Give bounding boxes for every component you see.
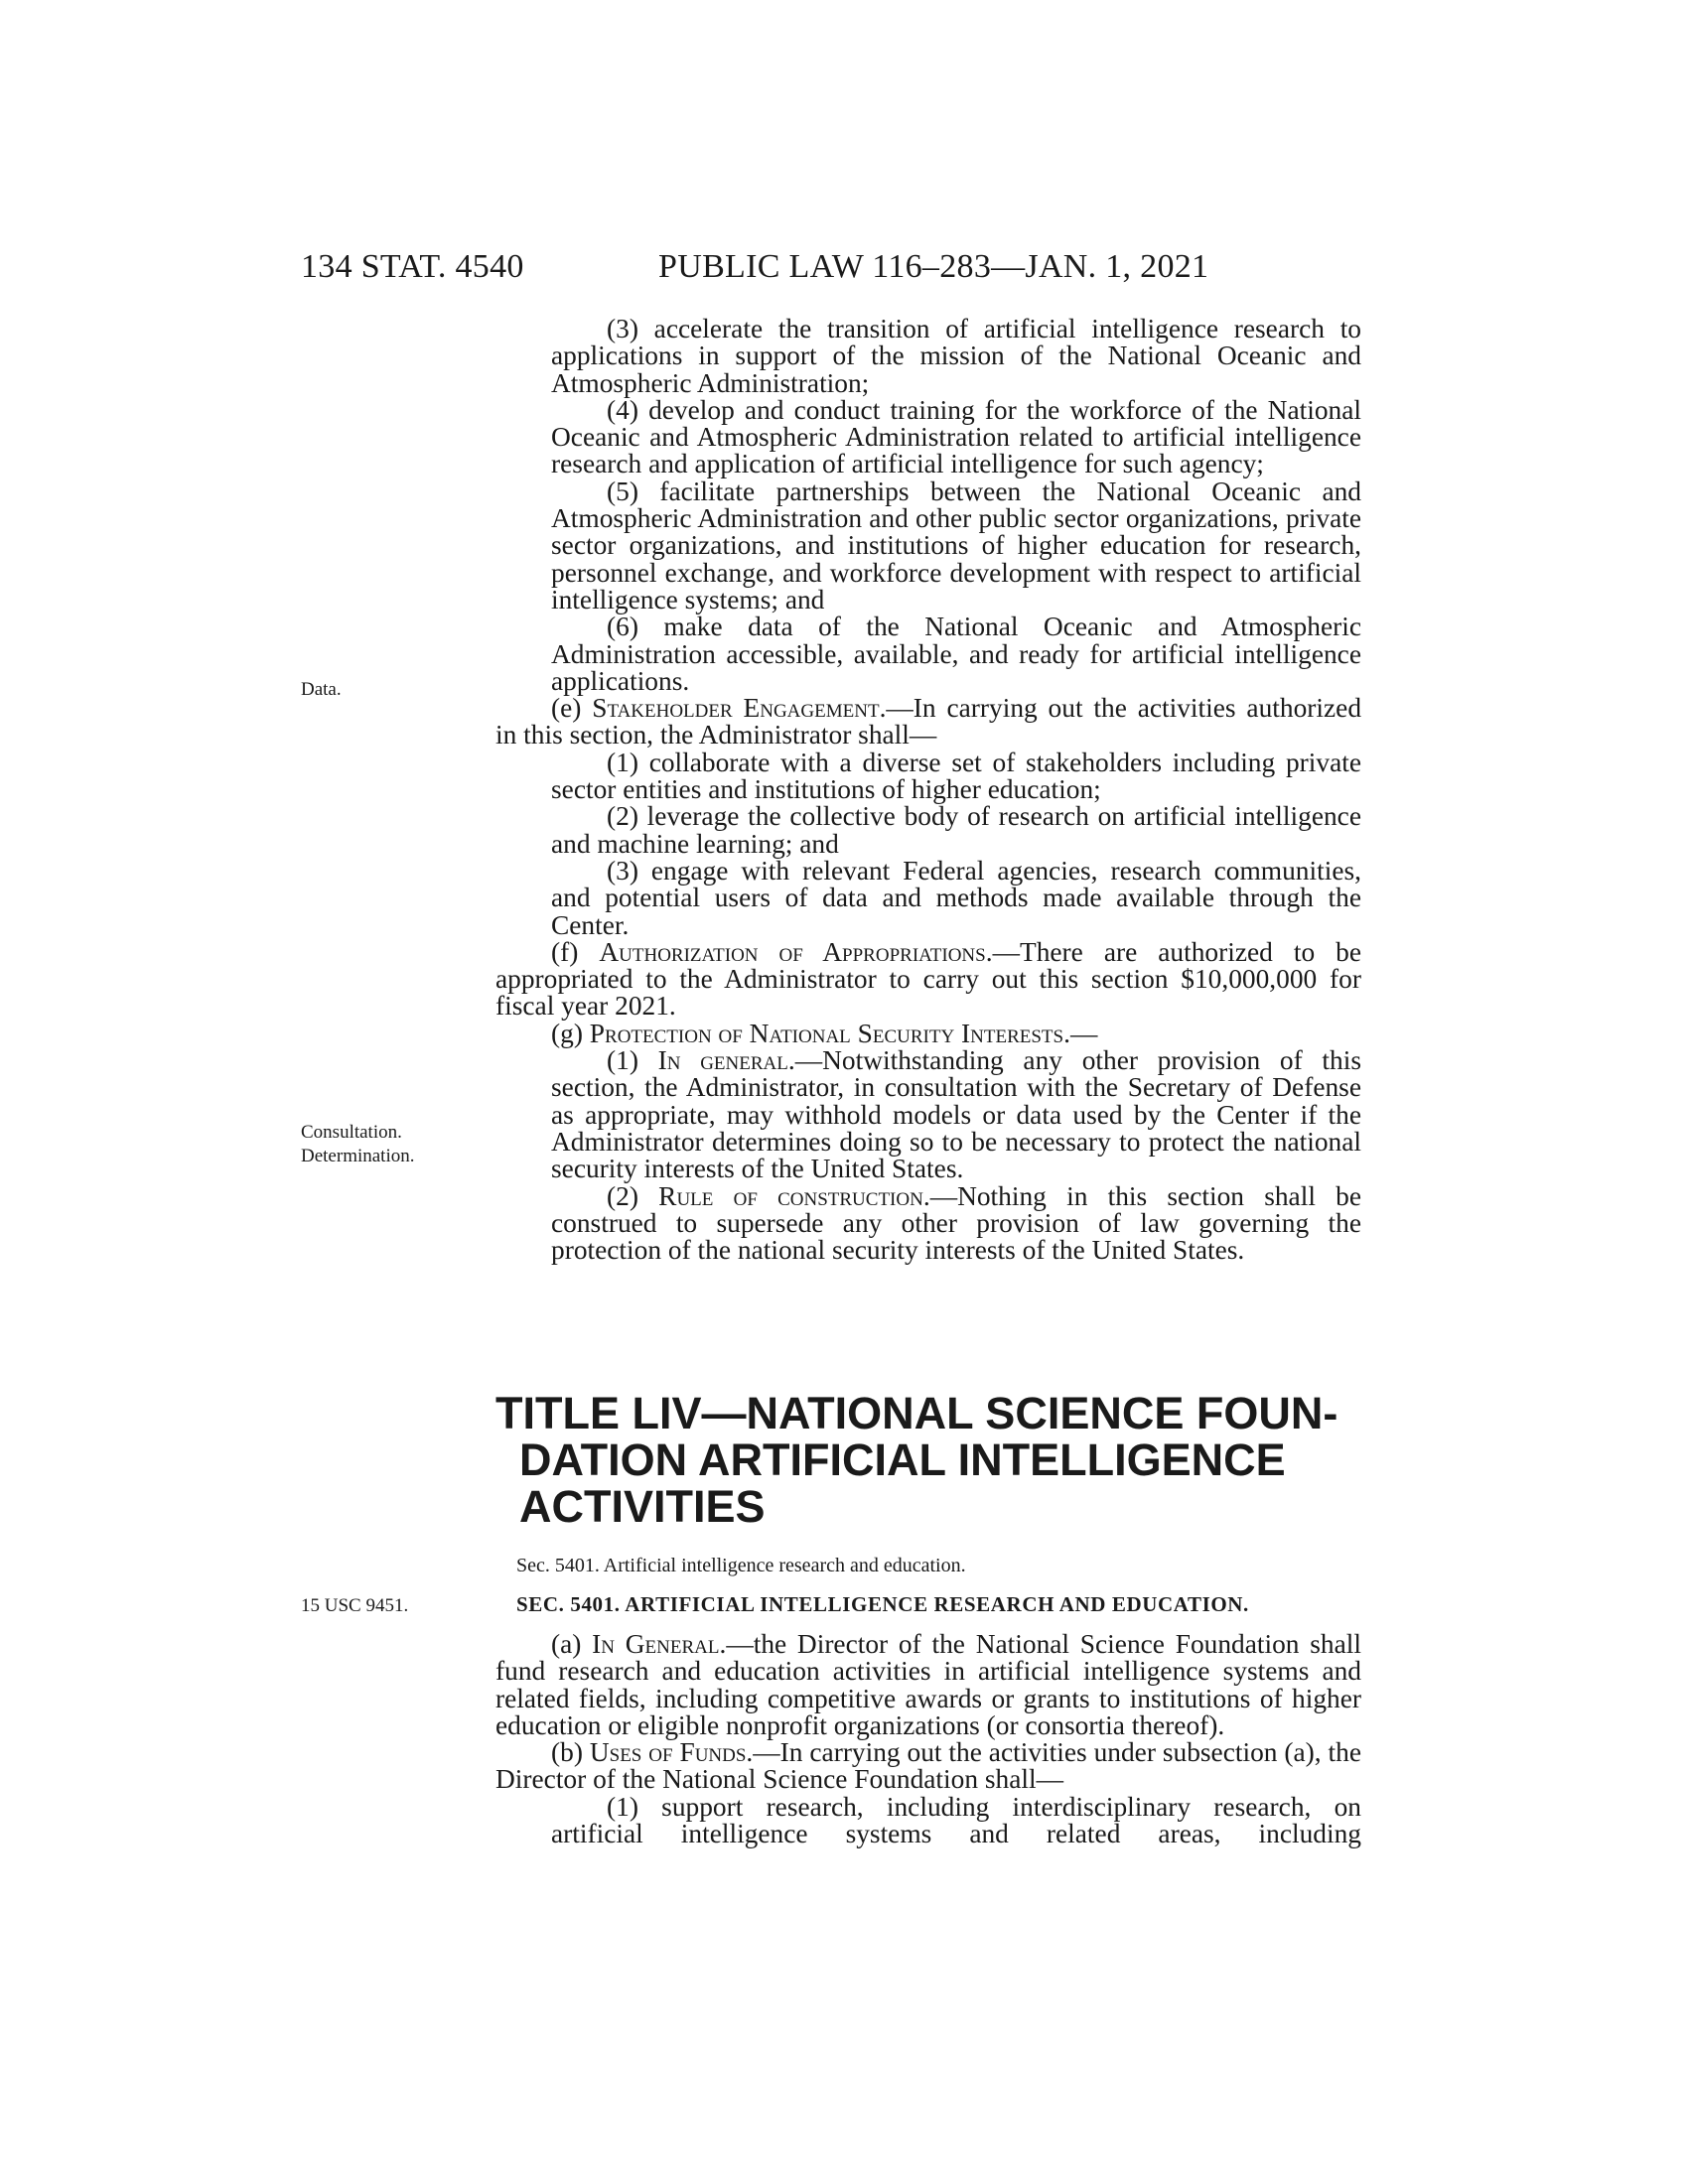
item-e3: (3) engage with relevant Federal agencies, research communities, and potential users of data and methods made available through the Center.	[551, 855, 1361, 940]
section-5401-b-heading: Uses of Funds	[589, 1737, 747, 1768]
section-d-continued	[495, 316, 1361, 1264]
item-g2-heading: Rule of construction	[658, 1180, 923, 1211]
section-f: (f) Authorization of Appropriations.—There are authorized to be appropriated to the Administrator to carry out this section $10,000,000 for fiscal year 2021.	[495, 936, 1361, 1022]
margin-note-consultation: Consultation.	[301, 1122, 402, 1143]
item-g1: (1) In general.—Notwithstanding any other provision of this section, the Administrator, in consultation with the Secretary of Defense as appropriate, may withhold models or data used by the Center if the Administrator determines doing so to be necessary to protect the national security interests of the United States.	[551, 1045, 1361, 1184]
section-g-heading: Protection of National Security Interests	[589, 1018, 1064, 1048]
page-stat-header: 134 STAT. 4540	[301, 248, 524, 285]
item-d3: (3) accelerate the transition of artificial intelligence research to applications in support of the mission of the National Oceanic and Atmospheric Administration;	[551, 314, 1361, 398]
section-5401-heading: SEC. 5401. ARTIFICIAL INTELLIGENCE RESEARCH AND EDUCATION.	[516, 1592, 1249, 1616]
item-d5: (5) facilitate partnerships between the National Oceanic and Atmospheric Administration and other public sector organizations, private sector organizations, and institutions of higher education for research, personnel exchange, and workforce development with respect to artificial intelligence systems; and	[551, 476, 1361, 614]
item-g2: (2) Rule of construction.—Nothing in this section shall be construed to supersede any other provision of law governing the protection of the national security interests of the United States.	[551, 1180, 1362, 1266]
public-law-header: PUBLIC LAW 116–283—JAN. 1, 2021	[658, 248, 1209, 285]
section-e-heading: Stakeholder Engagement	[592, 693, 880, 724]
table-of-contents-entry: Sec. 5401. Artificial intelligence research and education.	[516, 1555, 966, 1576]
title-liv-heading	[495, 1390, 1361, 1530]
item-g1-heading: In general	[657, 1045, 788, 1076]
item-d6: (6) make data of the National Oceanic and Atmospheric Administration accessible, available, and ready for artificial intelligence applications.	[551, 612, 1361, 696]
section-5401-b: (b) Uses of Funds.—In carrying out the activities under subsection (a), the Director of the National Science Foundation shall—	[495, 1737, 1361, 1795]
item-e1: (1) collaborate with a diverse set of stakeholders including private sector entities and institutions of higher education;	[551, 747, 1361, 805]
section-g-intro: (g) Protection of National Security Interests.—	[551, 1018, 1098, 1048]
title-line-1: TITLE LIV—NATIONAL SCIENCE FOUN-	[495, 1388, 1338, 1438]
item-d4: (4) develop and conduct training for the workforce of the National Oceanic and Atmospheric Administration related to artificial intelligence research and application of artificial intelligence for such agency;	[551, 394, 1361, 479]
section-f-heading: Authorization of Appropriations	[599, 936, 986, 967]
section-5401-a: (a) In General.—the Director of the National Science Foundation shall fund research and education activities in artificial intelligence systems and related fields, including competitive awards or grants to institutions of higher education or eligible nonprofit organizations (or consortia thereof).	[495, 1629, 1361, 1740]
section-e-intro: (e) Stakeholder Engagement.—In carrying out the activities authorized in this section, the Administrator shall—	[495, 693, 1362, 751]
margin-note-data: Data.	[301, 679, 342, 700]
item-e2: (2) leverage the collective body of research on artificial intelligence and machine learning; and	[551, 801, 1361, 859]
section-5401-b1: (1) support research, including interdisciplinary research, on artificial intelligence systems and related areas, including	[551, 1791, 1361, 1849]
margin-note-usc: 15 USC 9451.	[301, 1595, 409, 1616]
title-line-2: DATION ARTIFICIAL INTELLIGENCE	[519, 1434, 1286, 1485]
section-5401-body	[495, 1631, 1361, 1847]
margin-note-determination: Determination.	[301, 1146, 415, 1166]
title-line-3: ACTIVITIES	[519, 1481, 766, 1532]
section-5401-a-heading: In General	[592, 1629, 720, 1659]
